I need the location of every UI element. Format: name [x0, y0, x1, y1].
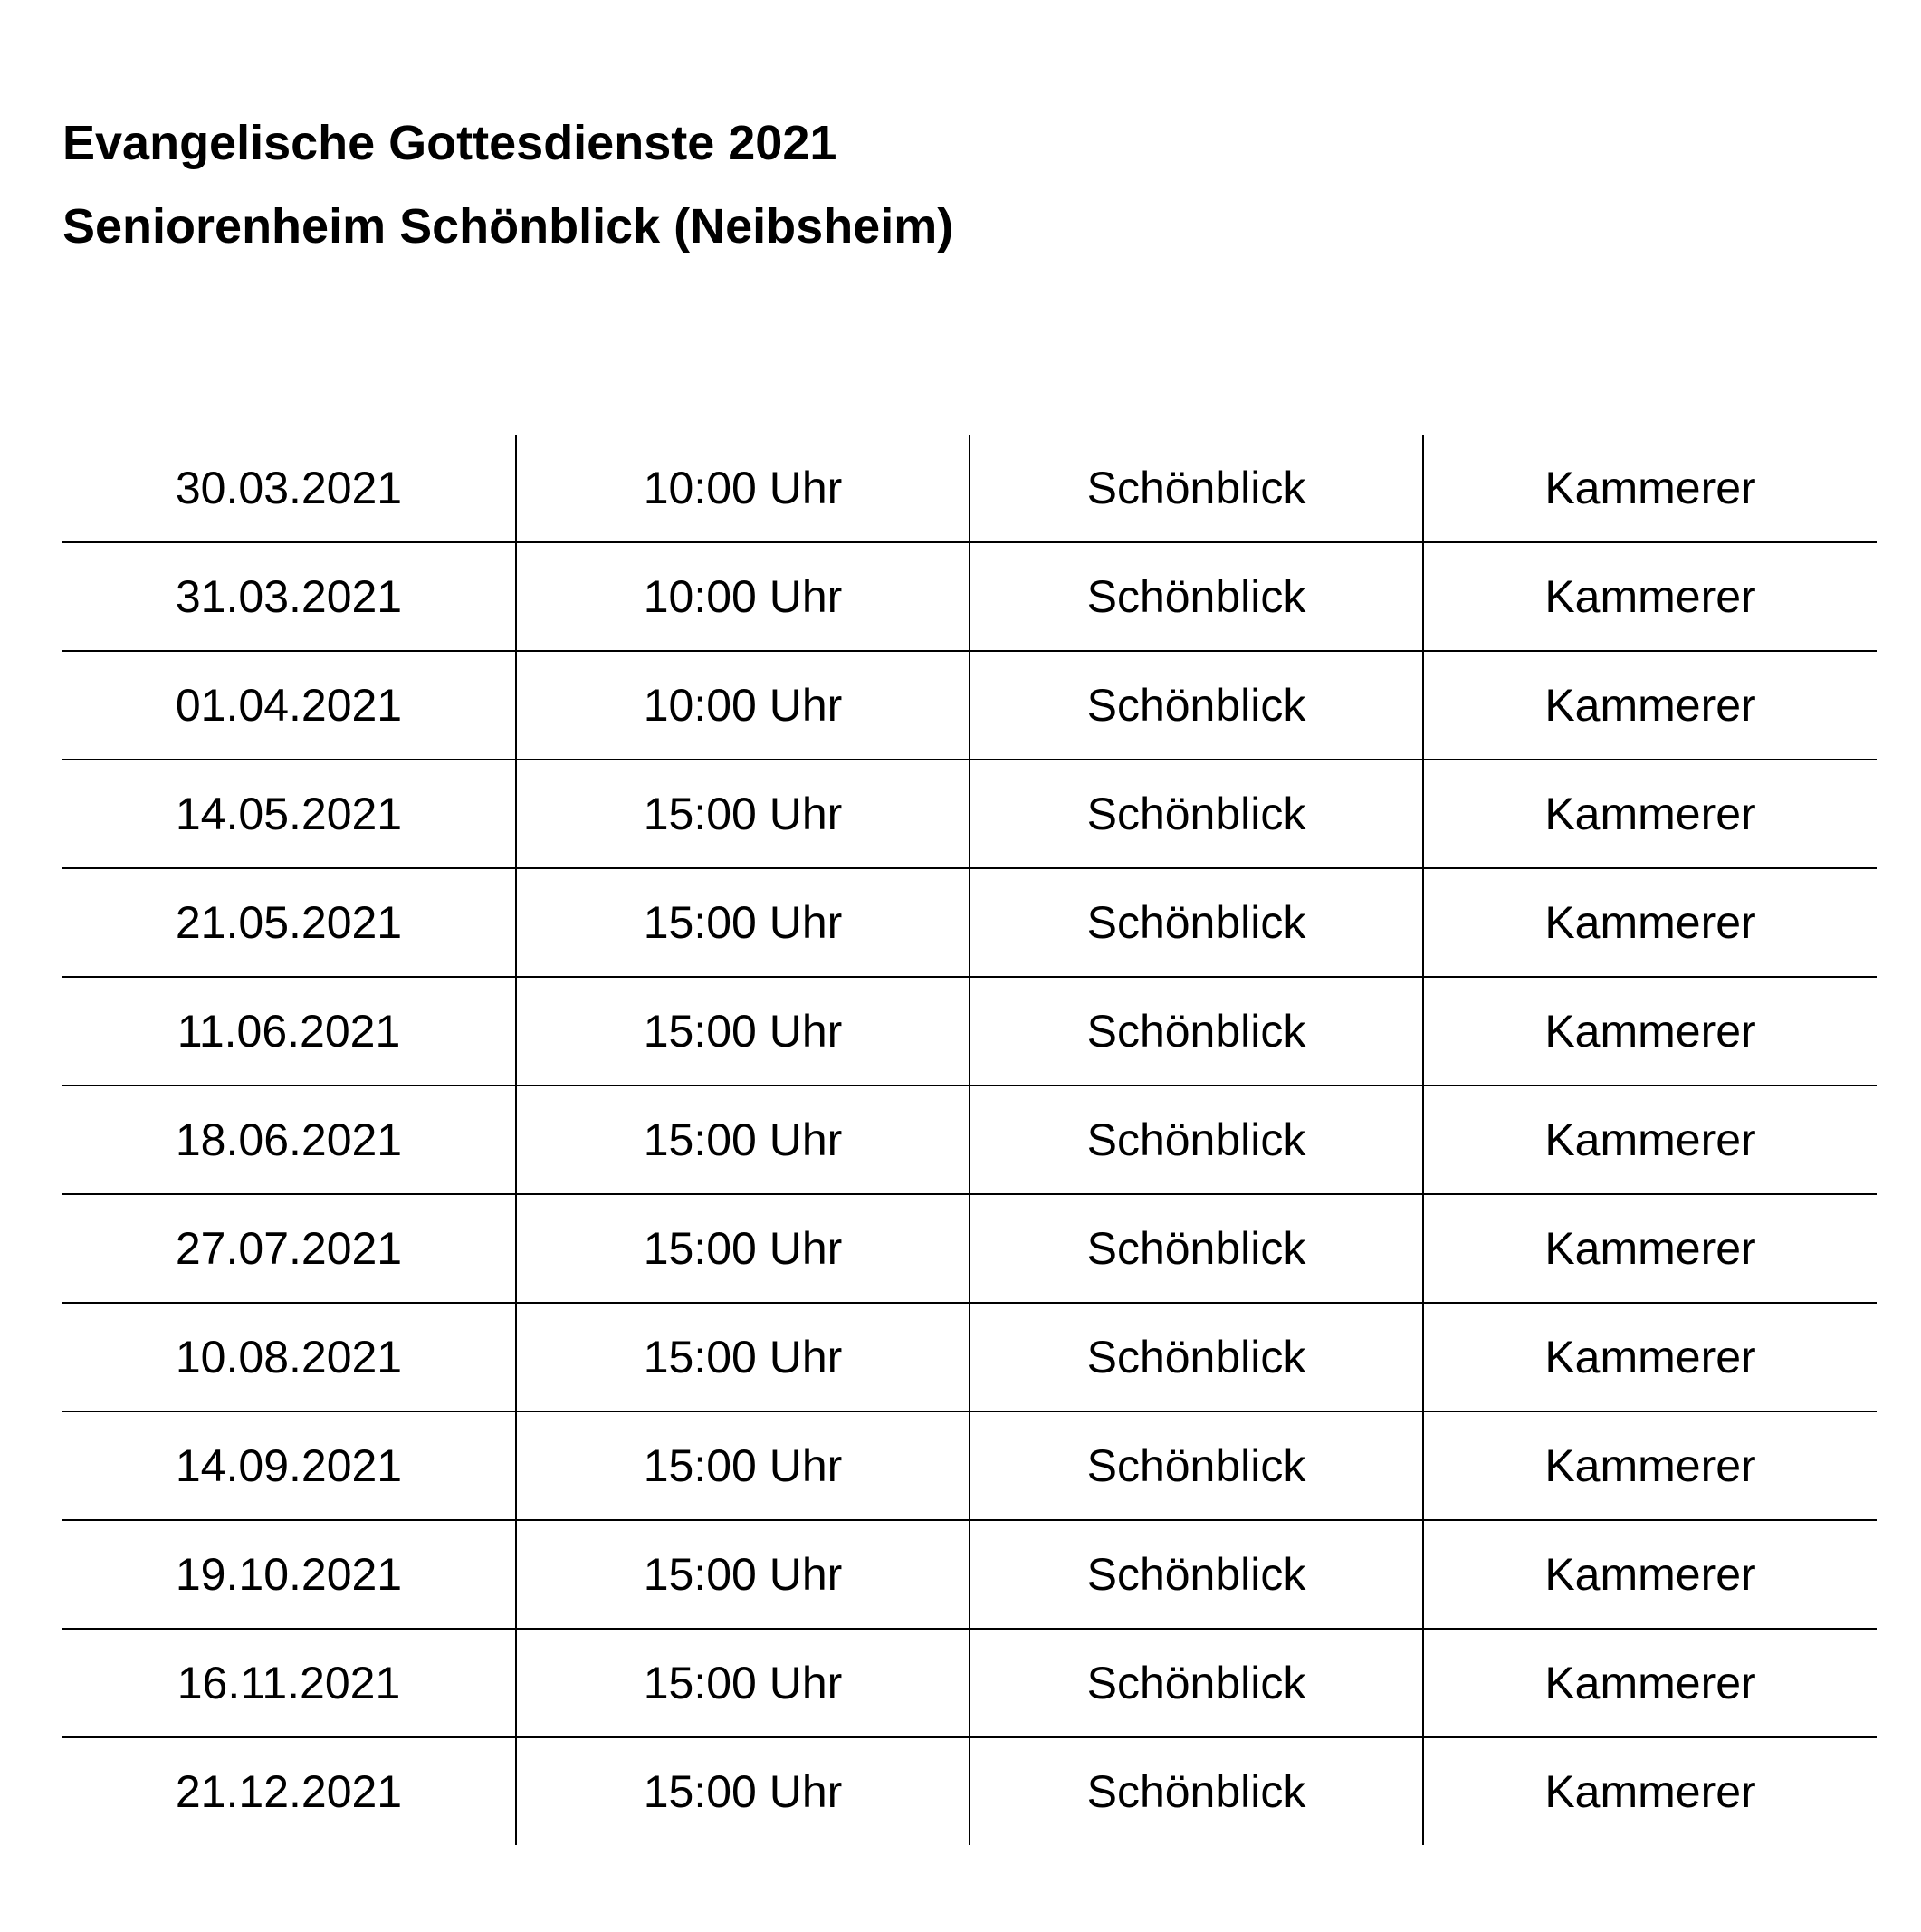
- time-cell: 10:00 Uhr: [516, 651, 970, 760]
- place-cell: Schönblick: [970, 435, 1423, 542]
- page-header: [62, 101, 953, 268]
- date-cell: 16.11.2021: [62, 1629, 516, 1737]
- date-cell: 21.05.2021: [62, 868, 516, 977]
- date-cell: 30.03.2021: [175, 463, 403, 513]
- schedule-body: [62, 435, 1877, 1845]
- time-cell: 15:00 Uhr: [516, 1086, 970, 1194]
- time-cell: 15:00 Uhr: [516, 1520, 970, 1629]
- date-cell: 18.06.2021: [62, 1086, 516, 1194]
- time-cell: 10:00 Uhr: [516, 435, 970, 542]
- time-cell: 15:00 Uhr: [516, 868, 970, 977]
- place-cell: Schönblick: [970, 1194, 1423, 1303]
- table-row: [62, 1194, 1877, 1303]
- page-title: Evangelische Gottesdienste 2021: [62, 116, 837, 170]
- person-cell: Kammerer: [1423, 1520, 1877, 1629]
- table-row: [62, 1303, 1877, 1411]
- time-cell: 15:00 Uhr: [516, 1737, 970, 1845]
- place-cell: Schönblick: [970, 1629, 1423, 1737]
- date-cell: 11.06.2021: [62, 977, 516, 1086]
- date-cell: 31.03.2021: [62, 542, 516, 651]
- table-row: [62, 1737, 1877, 1845]
- person-cell: Kammerer: [1423, 1086, 1877, 1194]
- person-cell: Kammerer: [1423, 651, 1877, 760]
- person-cell: Kammerer: [1423, 1629, 1877, 1737]
- schedule-table: [62, 435, 1877, 1845]
- time-cell: 15:00 Uhr: [516, 1194, 970, 1303]
- table-row: [62, 542, 1877, 651]
- place-cell: Schönblick: [970, 651, 1423, 760]
- place-cell: Schönblick: [970, 1737, 1423, 1845]
- table-row: [62, 435, 1877, 542]
- person-cell: Kammerer: [1423, 1194, 1877, 1303]
- date-cell: 10.08.2021: [62, 1303, 516, 1411]
- table-row: [62, 651, 1877, 760]
- date-cell: 27.07.2021: [62, 1194, 516, 1303]
- table-row: [62, 868, 1877, 977]
- table-row: [62, 1411, 1877, 1520]
- table-row: [62, 760, 1877, 868]
- person-cell: Kammerer: [1423, 1303, 1877, 1411]
- table-row: [62, 1629, 1877, 1737]
- date-cell: 19.10.2021: [62, 1520, 516, 1629]
- date-cell: 14.09.2021: [62, 1411, 516, 1520]
- time-cell: 15:00 Uhr: [516, 1629, 970, 1737]
- place-cell: Schönblick: [970, 1411, 1423, 1520]
- date-cell: 21.12.2021: [62, 1737, 516, 1845]
- time-cell: 15:00 Uhr: [516, 977, 970, 1086]
- place-cell: Schönblick: [970, 868, 1423, 977]
- place-cell: Schönblick: [970, 1520, 1423, 1629]
- person-cell: Kammerer: [1423, 868, 1877, 977]
- table-row: [62, 977, 1877, 1086]
- table-row: [62, 1520, 1877, 1629]
- place-cell: Schönblick: [970, 542, 1423, 651]
- person-cell: Kammerer: [1423, 977, 1877, 1086]
- time-cell: 15:00 Uhr: [516, 760, 970, 868]
- place-cell: Schönblick: [970, 977, 1423, 1086]
- page-subtitle: Seniorenheim Schönblick (Neibsheim): [62, 199, 954, 253]
- person-cell: Kammerer: [1423, 542, 1877, 651]
- place-cell: Schönblick: [970, 1086, 1423, 1194]
- date-cell: 01.04.2021: [62, 651, 516, 760]
- place-cell: Schönblick: [970, 1303, 1423, 1411]
- table-row: [62, 1086, 1877, 1194]
- person-cell: Kammerer: [1423, 1411, 1877, 1520]
- person-cell: Kammerer: [1423, 760, 1877, 868]
- time-cell: 15:00 Uhr: [516, 1411, 970, 1520]
- person-cell: Kammerer: [1423, 1737, 1877, 1845]
- time-cell: 15:00 Uhr: [516, 1303, 970, 1411]
- date-cell: 14.05.2021: [62, 760, 516, 868]
- person-cell: Kammerer: [1423, 435, 1877, 542]
- place-cell: Schönblick: [970, 760, 1423, 868]
- time-cell: 10:00 Uhr: [516, 542, 970, 651]
